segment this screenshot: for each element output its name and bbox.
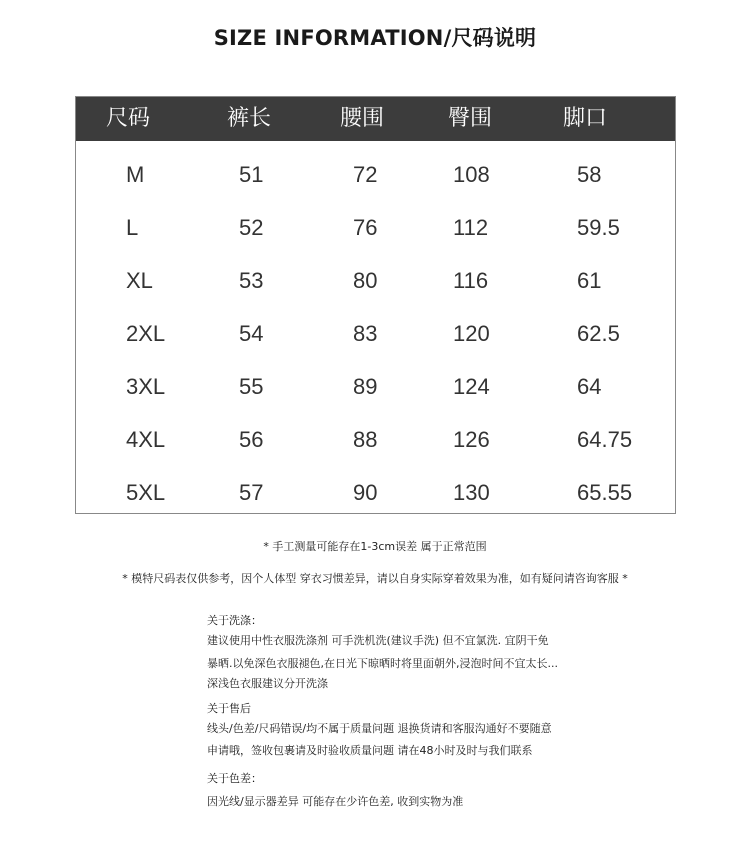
cell-hip: 124 [453, 374, 490, 399]
cell-leg-opening: 64.75 [577, 427, 633, 452]
cell-leg-opening: 64 [577, 374, 602, 399]
cell-waist: 88 [353, 427, 378, 452]
table-row [76, 307, 675, 360]
cell-waist: 72 [353, 162, 378, 187]
color-text: 因光线/显示器差异 可能存在少许色差, 收到实物为准 [207, 795, 464, 808]
color-title: 关于色差： [207, 772, 262, 785]
washing-text: 深浅色衣服建议分开洗涤 [207, 677, 328, 690]
table-header [76, 97, 675, 141]
cell-size: 2XL [126, 321, 166, 346]
cell-leg-opening: 59.5 [577, 215, 620, 240]
cell-waist: 76 [353, 215, 378, 240]
cell-hip: 112 [453, 215, 489, 240]
table-row [76, 148, 675, 201]
cell-length: 56 [239, 427, 264, 452]
cell-hip: 116 [453, 268, 489, 293]
cell-hip: 130 [453, 480, 490, 505]
page-title: SIZE INFORMATION/尺码说明 [213, 26, 537, 50]
aftersale-text: 申请哦，签收包裹请及时验收质量问题 请在48小时及时与我们联系 [207, 744, 533, 757]
cell-length: 54 [239, 321, 264, 346]
cell-leg-opening: 58 [577, 162, 602, 187]
size-table [75, 96, 676, 514]
table-row [76, 360, 675, 413]
cell-hip: 126 [453, 427, 490, 452]
washing-title: 关于洗涤： [207, 614, 262, 627]
cell-waist: 83 [353, 321, 378, 346]
table-row [76, 466, 675, 519]
cell-hip: 108 [453, 162, 490, 187]
reference-note: * 模特尺码表仅供参考，因个人体型 穿衣习惯差异，请以自身实际穿着效果为准，如有疑问请咨询客服 * [122, 572, 628, 585]
cell-leg-opening: 62.5 [577, 321, 620, 346]
cell-size: L [126, 215, 139, 240]
cell-size: 4XL [126, 427, 166, 452]
table-row [76, 201, 675, 254]
header-leg-opening: 脚口 [563, 106, 608, 131]
washing-text: 暴晒.以免深色衣服褪色,在日光下晾晒时将里面朝外,浸泡时间不宜太长... [207, 657, 558, 670]
cell-length: 51 [239, 162, 264, 187]
cell-size: M [126, 162, 145, 187]
cell-waist: 80 [353, 268, 378, 293]
header-length: 裤长 [227, 106, 272, 131]
cell-length: 52 [239, 215, 264, 240]
cell-leg-opening: 61 [577, 268, 602, 293]
header-hip: 臀围 [448, 106, 493, 131]
cell-waist: 90 [353, 480, 378, 505]
header-size: 尺码 [106, 106, 151, 131]
cell-size: 5XL [126, 480, 166, 505]
table-row [76, 413, 675, 466]
washing-text: 建议使用中性衣服洗涤剂 可手洗机洗(建议手洗) 但不宜氯洗. 宜阴干免 [207, 634, 549, 647]
cell-size: 3XL [126, 374, 166, 399]
cell-length: 57 [239, 480, 264, 505]
cell-length: 55 [239, 374, 264, 399]
cell-length: 53 [239, 268, 264, 293]
cell-waist: 89 [353, 374, 378, 399]
measurement-note: * 手工测量可能存在1-3cm误差 属于正常范围 [263, 540, 487, 553]
cell-size: XL [126, 268, 153, 293]
aftersale-text: 线头/色差/尺码错误/均不属于质量问题 退换货请和客服沟通好不要随意 [207, 722, 552, 735]
aftersale-title: 关于售后 [207, 702, 251, 715]
cell-hip: 120 [453, 321, 490, 346]
header-waist: 腰围 [340, 106, 385, 131]
table-row [76, 254, 675, 307]
cell-leg-opening: 65.55 [577, 480, 633, 505]
